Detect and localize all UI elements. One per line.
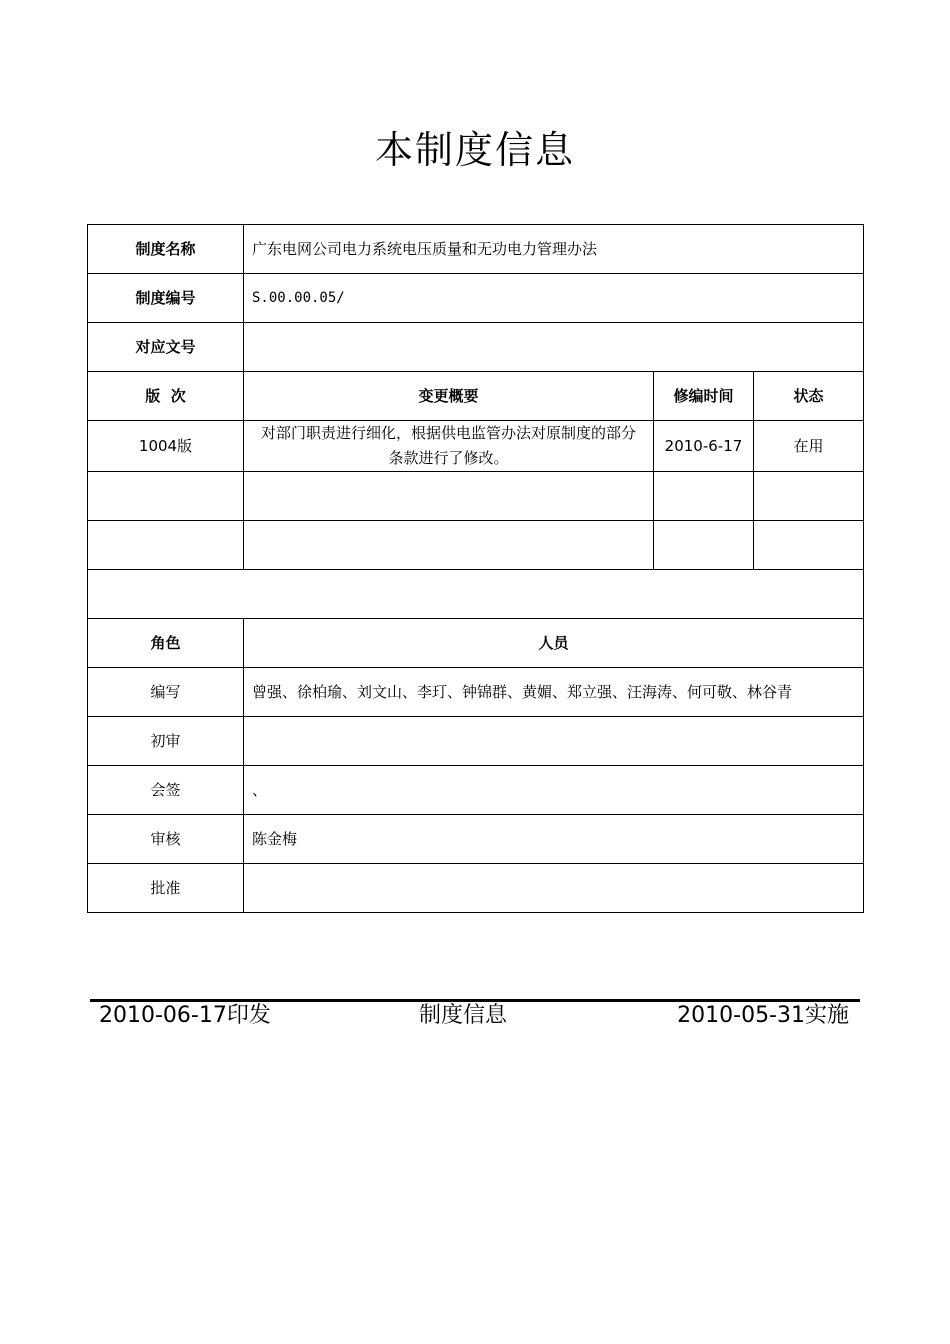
date-header: 修编时间 — [654, 372, 754, 421]
doc-label: 对应文号 — [88, 323, 244, 372]
date-cell — [654, 521, 754, 570]
table-row — [88, 717, 864, 766]
summary-cell — [244, 521, 654, 570]
doc-value — [244, 323, 864, 372]
role-cell: 会签 — [88, 766, 244, 815]
version-cell — [88, 472, 244, 521]
people-header: 人员 — [244, 619, 864, 668]
status-cell — [754, 472, 864, 521]
table-row — [88, 225, 864, 274]
status-cell: 在用 — [754, 421, 864, 472]
number-value: S.00.00.05/ — [244, 274, 864, 323]
role-cell: 编写 — [88, 668, 244, 717]
table-row — [88, 274, 864, 323]
spacer-cell — [88, 570, 864, 619]
table-row-spacer — [88, 570, 864, 619]
table-row — [88, 472, 864, 521]
table-row — [88, 668, 864, 717]
name-label: 制度名称 — [88, 225, 244, 274]
regulation-info-table — [87, 224, 864, 913]
summary-cell: 对部门职责进行细化，根据供电监管办法对原制度的部分条款进行了修改。 — [244, 421, 654, 472]
table-row — [88, 766, 864, 815]
footer-effective-date: 2010-05-31实施 — [677, 1003, 849, 1028]
role-header: 角色 — [88, 619, 244, 668]
table-row — [88, 372, 864, 421]
summary-header: 变更概要 — [244, 372, 654, 421]
role-cell: 初审 — [88, 717, 244, 766]
date-cell: 2010-6-17 — [654, 421, 754, 472]
table-row — [88, 864, 864, 913]
table-row — [88, 323, 864, 372]
summary-cell — [244, 472, 654, 521]
role-cell: 审核 — [88, 815, 244, 864]
table-row — [88, 815, 864, 864]
people-cell: 、 — [244, 766, 864, 815]
role-cell: 批准 — [88, 864, 244, 913]
table-row — [88, 421, 864, 472]
number-label: 制度编号 — [88, 274, 244, 323]
people-cell: 陈金梅 — [244, 815, 864, 864]
table-row — [88, 619, 864, 668]
status-header: 状态 — [754, 372, 864, 421]
version-header: 版 次 — [88, 372, 244, 421]
footer-title: 制度信息 — [418, 1003, 507, 1028]
version-cell — [88, 521, 244, 570]
name-value: 广东电网公司电力系统电压质量和无功电力管理办法 — [244, 225, 864, 274]
people-cell — [244, 864, 864, 913]
date-cell — [654, 472, 754, 521]
people-cell — [244, 717, 864, 766]
footer-issued-date: 2010-06-17印发 — [99, 1003, 271, 1028]
page-title: 本制度信息 — [374, 128, 575, 172]
version-cell: 1004版 — [88, 421, 244, 472]
status-cell — [754, 521, 864, 570]
people-cell: 曾强、徐柏瑜、刘文山、李玎、钟锦群、黄媚、郑立强、汪海涛、何可敬、林谷青 — [244, 668, 864, 717]
table-row — [88, 521, 864, 570]
